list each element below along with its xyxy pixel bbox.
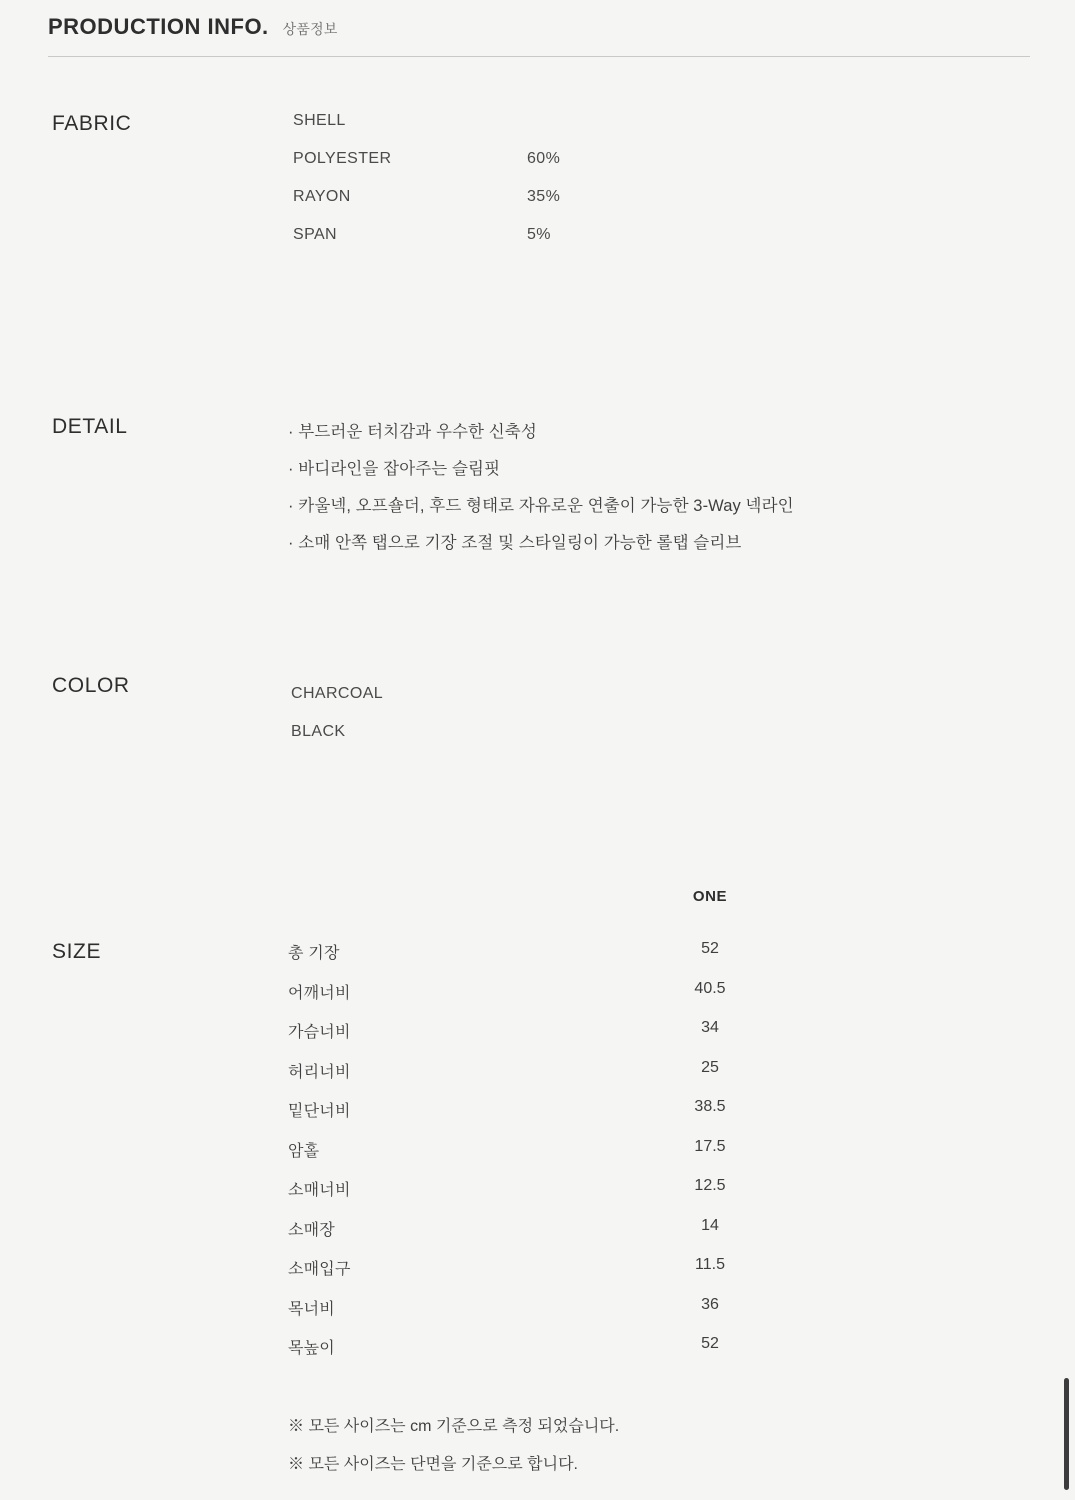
fabric-row bbox=[293, 226, 617, 264]
size-note: ※ 모든 사이즈는 단면을 기준으로 합니다. bbox=[288, 1456, 578, 1473]
size-measure-value: 36 bbox=[701, 1295, 719, 1313]
fabric-name: POLYESTER bbox=[293, 150, 392, 167]
fabric-value: 35% bbox=[527, 188, 561, 205]
table-row bbox=[288, 980, 760, 1020]
section-label-fabric: FABRIC bbox=[52, 112, 132, 135]
page-header bbox=[48, 14, 338, 40]
size-measure-value: 52 bbox=[701, 1335, 719, 1352]
section-label-size: SIZE bbox=[52, 940, 102, 963]
table-row bbox=[288, 1059, 760, 1099]
table-row bbox=[288, 1098, 760, 1138]
size-measure-value: 11.5 bbox=[695, 1256, 725, 1273]
size-measure-value: 52 bbox=[701, 940, 719, 957]
size-measure-value: 14 bbox=[701, 1216, 719, 1234]
table-row bbox=[288, 1296, 760, 1336]
fabric-value: 5% bbox=[527, 226, 551, 243]
fabric-group-name: SHELL bbox=[293, 112, 346, 129]
table-row bbox=[288, 1335, 760, 1375]
detail-item: · 소매 안쪽 탭으로 기장 조절 및 스타일링이 가능한 롤탭 슬리브 bbox=[288, 534, 742, 552]
size-measure-name: 어깨너비 bbox=[288, 984, 351, 1002]
size-measure-name: 소매장 bbox=[288, 1221, 335, 1239]
header-divider bbox=[48, 56, 1030, 57]
size-measure-value: 17.5 bbox=[694, 1137, 726, 1155]
size-measure-value: 12.5 bbox=[694, 1177, 726, 1194]
table-row bbox=[288, 940, 760, 980]
table-row bbox=[288, 1217, 760, 1257]
detail-item: · 카울넥, 오프숄더, 후드 형태로 자유로운 연출이 가능한 3-Way 넥라인 bbox=[288, 497, 794, 515]
fabric-list bbox=[293, 112, 617, 264]
page-title: PRODUCTION INFO. bbox=[48, 14, 269, 39]
size-measure-name: 목높이 bbox=[288, 1340, 335, 1357]
size-column-header: ONE bbox=[692, 888, 728, 905]
size-measure-value: 34 bbox=[701, 1019, 719, 1036]
page-subtitle: 상품정보 bbox=[282, 21, 338, 37]
section-label-color: COLOR bbox=[52, 674, 130, 697]
size-measure-name: 가슴너비 bbox=[288, 1024, 351, 1041]
color-list bbox=[291, 675, 383, 751]
detail-list bbox=[288, 414, 794, 562]
fabric-value: 60% bbox=[527, 150, 561, 167]
size-measure-name: 총 기장 bbox=[288, 945, 340, 962]
size-note: ※ 모든 사이즈는 cm 기준으로 측정 되었습니다. bbox=[288, 1418, 620, 1435]
color-option: BLACK bbox=[291, 723, 346, 740]
size-measure-name: 암홀 bbox=[288, 1142, 320, 1160]
section-label-detail: DETAIL bbox=[52, 415, 128, 438]
detail-item: · 부드러운 터치감과 우수한 신축성 bbox=[288, 423, 537, 441]
size-measure-name: 밑단너비 bbox=[288, 1103, 351, 1120]
size-measure-value: 38.5 bbox=[694, 1098, 726, 1115]
fabric-row bbox=[293, 188, 617, 226]
fabric-name: SPAN bbox=[293, 226, 337, 243]
size-table bbox=[288, 940, 760, 1375]
table-row bbox=[288, 1177, 760, 1217]
size-measure-name: 소매입구 bbox=[288, 1261, 351, 1278]
size-measure-value: 25 bbox=[701, 1058, 719, 1076]
table-row bbox=[288, 1138, 760, 1178]
page-scrollbar[interactable] bbox=[1064, 1378, 1069, 1490]
size-measure-name: 허리너비 bbox=[288, 1063, 351, 1081]
fabric-name: RAYON bbox=[293, 188, 351, 205]
fabric-group-row bbox=[293, 112, 617, 150]
size-measure-value: 40.5 bbox=[694, 979, 726, 997]
size-measure-name: 소매너비 bbox=[288, 1182, 351, 1199]
fabric-row bbox=[293, 150, 617, 188]
size-notes bbox=[288, 1408, 619, 1484]
size-measure-name: 목너비 bbox=[288, 1300, 335, 1318]
detail-item: · 바디라인을 잡아주는 슬림핏 bbox=[288, 460, 501, 478]
table-row bbox=[288, 1019, 760, 1059]
color-option: CHARCOAL bbox=[291, 685, 384, 702]
table-row bbox=[288, 1256, 760, 1296]
